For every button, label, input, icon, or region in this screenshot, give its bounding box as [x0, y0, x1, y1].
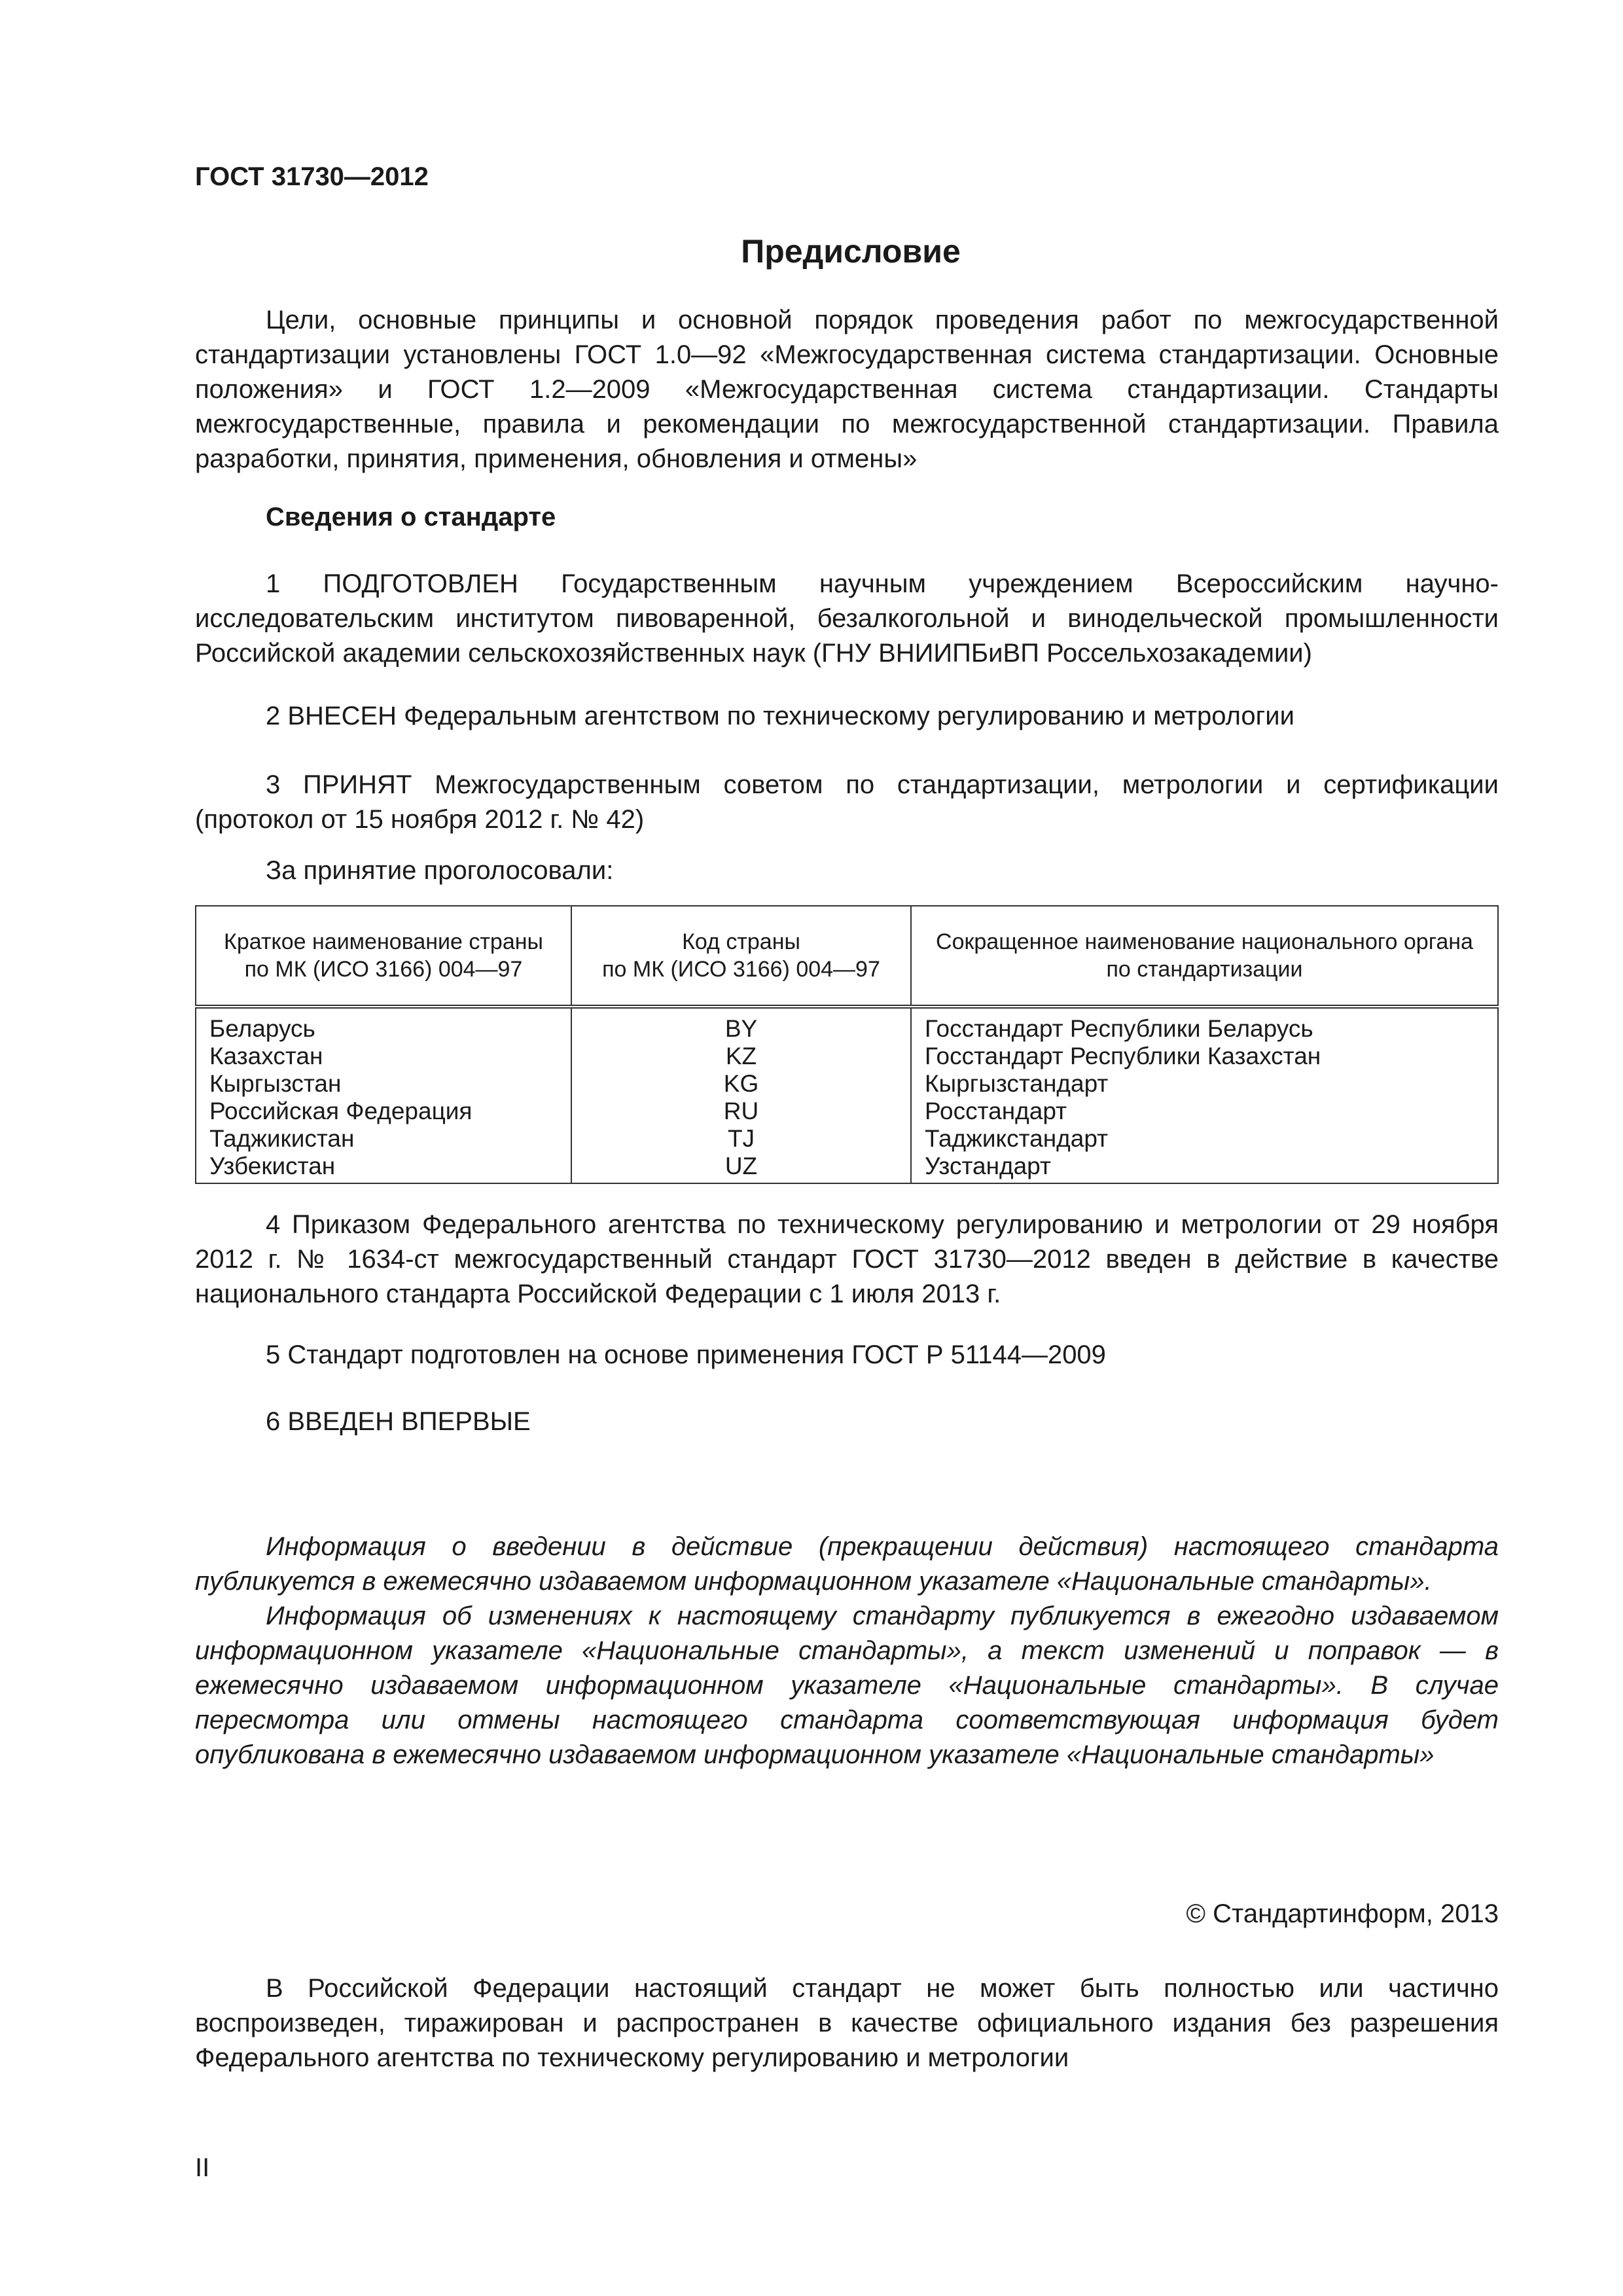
body-cell: Таджикстандарт: [911, 1125, 1498, 1153]
table-row: [196, 1043, 1498, 1070]
item-basis: 5 Стандарт подготовлен на основе применения ГОСТ Р 51144—2009: [266, 1340, 1106, 1369]
code-cell: RU: [571, 1098, 911, 1125]
country-cell: Беларусь: [196, 1007, 571, 1043]
item-prepared: 1 ПОДГОТОВЛЕН Государственным научным учреждением Всероссийским научно-исследовательским институтом пивоваренной, безалкогольной и винодельческой промышленности Российской академии сельскохозяйственных наук (ГНУ ВНИИПБиВП Россельхозакадемии): [195, 569, 1499, 668]
code-cell: KZ: [571, 1043, 911, 1070]
body-cell: Кыргызстандарт: [911, 1070, 1498, 1098]
document-code: ГОСТ 31730—2012: [195, 162, 429, 191]
code-cell: BY: [571, 1007, 911, 1043]
country-cell: Узбекистан: [196, 1153, 571, 1183]
page-number: II: [195, 2153, 210, 2182]
country-cell: Кыргызстан: [196, 1070, 571, 1098]
table-row: [196, 1070, 1498, 1098]
header-country: Краткое наименование страны по МК (ИСО 3166) 004—97: [196, 906, 571, 1007]
country-cell: Таджикистан: [196, 1125, 571, 1153]
page-title: Предисловие: [741, 233, 961, 270]
rights-notice: В Российской Федерации настоящий стандарт не может быть полностью или частично воспроизведен, тиражирован и распространен в качестве официального издания без разрешения Федерального агентства по техническому регулированию и метрологии: [195, 1974, 1499, 2072]
code-cell: KG: [571, 1070, 911, 1098]
code-cell: TJ: [571, 1125, 911, 1153]
voting-table: [195, 905, 1499, 1184]
body-cell: Узстандарт: [911, 1153, 1498, 1183]
body-cell: Госстандарт Республики Казахстан: [911, 1043, 1498, 1070]
item-order: 4 Приказом Федерального агентства по техническому регулированию и метрологии от 29 ноября 2012 г. № 1634-ст межгосударственный стандарт ГОСТ 31730—2012 введен в действие в качестве национального стандарта Российской Федерации с 1 июля 2013 г.: [195, 1210, 1499, 1308]
header-code: Код страны по МК (ИСО 3166) 004—97: [571, 906, 911, 1007]
body-cell: Росстандарт: [911, 1098, 1498, 1125]
table-header-row: [196, 906, 1498, 1007]
info-paragraph-1: Информация о введении в действие (прекращении действия) настоящего стандарта публикуется в ежемесячно издаваемом информационном указателе «Национальные стандарты».: [195, 1532, 1499, 1596]
info-paragraph-2: Информация об изменениях к настоящему стандарту публикуется в ежегодно издаваемом информационном указателе «Национальные стандарты», а текст изменений и поправок — в ежемесячно издаваемом информационном указателе «Национальные стандарты». В случае пересмотра или отмены настоящего стандарта соответствующая информация будет опубликована в ежемесячно издаваемом информационном указателе «Национальные стандарты»: [195, 1602, 1499, 1769]
intro-paragraph: Цели, основные принципы и основной порядок проведения работ по межгосударственной стандартизации установлены ГОСТ 1.0—92 «Межгосударственная система стандартизации. Основные положения» и ГОСТ 1.2—2009 «Межгосударственная система стандартизации. Стандарты межгосударственные, правила и рекомендации по межгосударственной стандартизации. Правила разработки, принятия, применения, обновления и отмены»: [195, 306, 1499, 473]
table-row: [196, 1007, 1498, 1043]
votes-label: За принятие проголосовали:: [266, 856, 614, 885]
table-row: [196, 1098, 1498, 1125]
header-body: Сокращенное наименование национального органа по стандартизации: [911, 906, 1498, 1007]
copyright: © Стандартинформ, 2013: [1186, 1899, 1499, 1928]
body-cell: Госстандарт Республики Беларусь: [911, 1007, 1498, 1043]
table-row: [196, 1153, 1498, 1183]
item-adopted: 3 ПРИНЯТ Межгосударственным советом по стандартизации, метрологии и сертификации (протокол от 15 ноября 2012 г. № 42): [195, 770, 1499, 834]
item-first-introduced: 6 ВВЕДЕН ВПЕРВЫЕ: [266, 1407, 531, 1436]
standard-info-heading: Сведения о стандарте: [266, 503, 556, 531]
country-cell: Российская Федерация: [196, 1098, 571, 1125]
code-cell: UZ: [571, 1153, 911, 1183]
table-row: [196, 1125, 1498, 1153]
country-cell: Казахстан: [196, 1043, 571, 1070]
item-submitted: 2 ВНЕСЕН Федеральным агентством по техническому регулированию и метрологии: [266, 702, 1294, 730]
